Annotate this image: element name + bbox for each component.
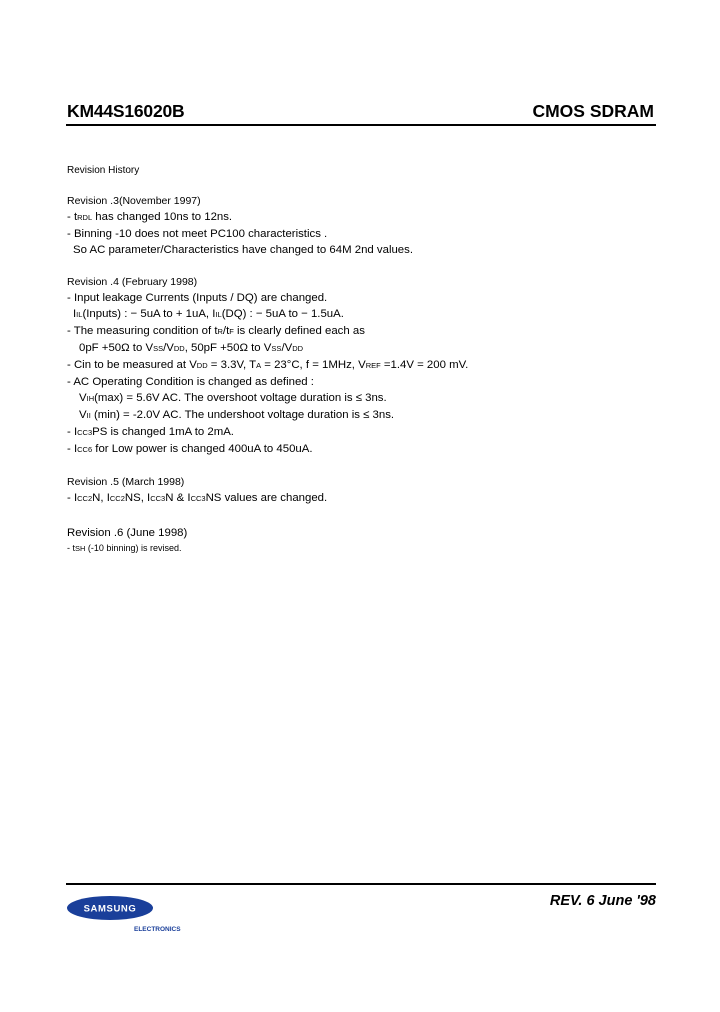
rev3-line-2: - Binning -10 does not meet PC100 characteristics .: [67, 228, 328, 240]
rev3-line-3: So AC parameter/Characteristics have changed to 64M 2nd values.: [73, 244, 414, 256]
rev4-line-4: 0pF +50Ω to VSS/VDD, 50pF +50Ω to VSS/VDD: [79, 342, 304, 354]
part-number: KM44S16020B: [67, 101, 185, 121]
rev4-line-7: VIH(max) = 5.6V AC. The overshoot voltage duration is ≤ 3ns.: [79, 392, 387, 404]
rev4-line-9: - ICC3PS is changed 1mA to 2mA.: [67, 426, 234, 438]
header-divider: [66, 124, 656, 126]
logo-sub: ELECTRONICS: [134, 926, 181, 933]
rev3-line-1: - tRDL has changed 10ns to 12ns.: [67, 211, 233, 223]
footer-divider: [66, 883, 656, 885]
rev6-line-1: - tSH (-10 binning) is revised.: [67, 543, 182, 553]
rev5-line-1: - ICC2N, ICC2NS, ICC3N & ICC3NS values are changed.: [67, 492, 328, 504]
product-type: CMOS SDRAM: [532, 101, 654, 121]
rev4-heading: Revision .4 (February 1998): [67, 276, 198, 288]
rev4-line-6: - AC Operating Condition is changed as defined :: [67, 376, 314, 388]
rev4-line-5: - Cin to be measured at VDD = 3.3V, TA = 23°C, f = 1MHz, VREF =1.4V = 200 mV.: [67, 359, 469, 371]
revision-label: REV. 6 June '98: [549, 893, 656, 909]
section-title: Revision History: [67, 165, 140, 176]
rev6-heading: Revision .6 (June 1998): [67, 527, 188, 539]
revision-history: [67, 163, 657, 556]
rev4-line-1: - Input leakage Currents (Inputs / DQ) are changed.: [67, 292, 328, 304]
rev5-heading: Revision .5 (March 1998): [67, 476, 185, 488]
logo-brand: SAMSUNG: [83, 903, 137, 915]
rev4-line-10: - ICC6 for Low power is changed 400uA to 450uA.: [67, 443, 313, 455]
rev4-line-3: - The measuring condition of tR/tF is clearly defined each as: [67, 325, 365, 337]
samsung-logo: [66, 893, 190, 933]
rev4-line-8: VII (min) = -2.0V AC. The undershoot voltage duration is ≤ 3ns.: [79, 409, 395, 421]
rev3-heading: Revision .3(November 1997): [67, 195, 201, 207]
rev4-line-2: IIL(Inputs) : − 5uA to + 1uA, IIL(DQ) : − 5uA to − 1.5uA.: [73, 308, 344, 320]
